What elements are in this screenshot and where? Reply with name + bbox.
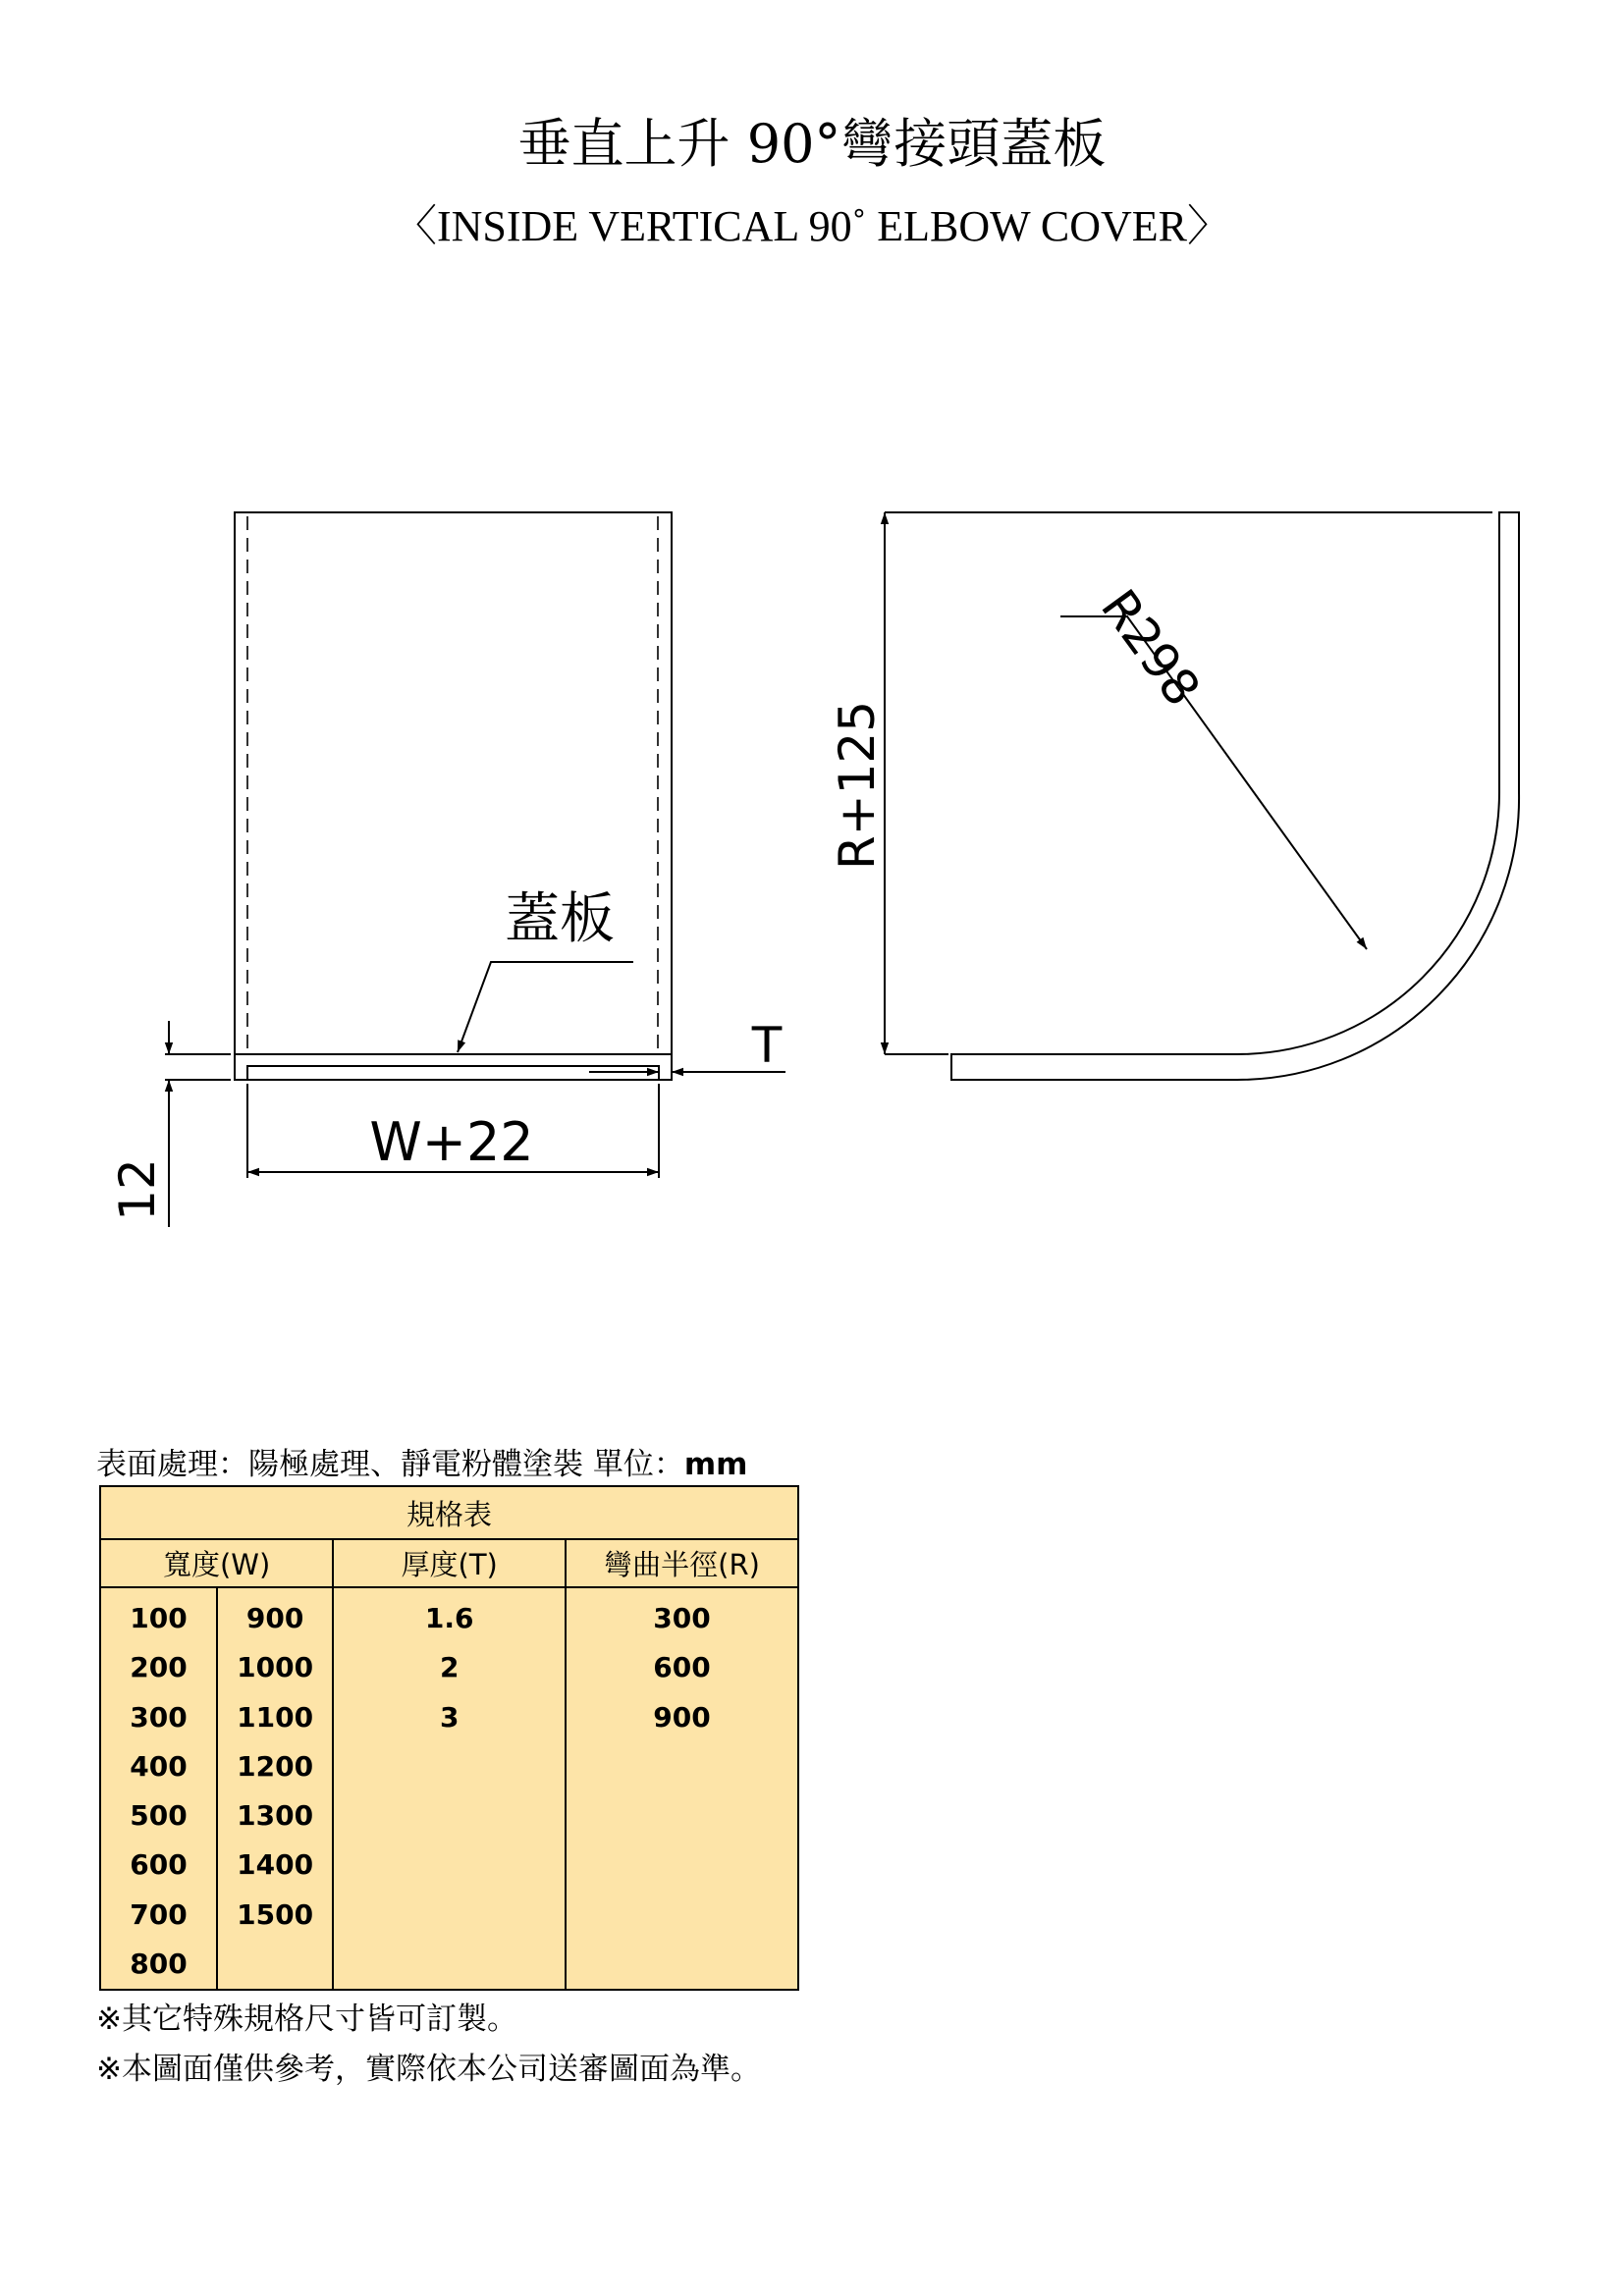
thickness-value: 1.6 [424,1602,474,1634]
thickness-value: 2 [439,1651,460,1684]
note-custom: ※其它特殊規格尺寸皆可訂製。 [96,2002,517,2037]
side-view [885,512,1519,1080]
cover-label: 蓋板 [505,887,615,951]
width-value: 400 [130,1749,188,1783]
width-value: 1400 [237,1848,314,1882]
page-title: 垂直上升 90°彎接頭蓋板 [517,113,1107,175]
width-value: 800 [130,1948,188,1981]
radius-value: 900 [653,1700,711,1734]
radius-leader [1060,616,1367,949]
cover-plate [235,1054,672,1080]
unit-label: 單位： [592,1447,684,1482]
width-value: 500 [130,1799,188,1833]
note-reference: ※本圖面僅供參考，實際依本公司送審圖面為準。 [96,2052,761,2087]
finish-line [96,1439,747,1483]
header-width: 寬度(W) [100,1539,333,1587]
width-value: 100 [130,1602,188,1634]
spec-table [99,1485,799,1991]
width-column-2 [217,1587,333,1990]
width-value: 1500 [237,1897,314,1931]
width-value: 200 [130,1651,188,1684]
spec-table-title: 規格表 [100,1486,798,1539]
width-value: 1100 [237,1700,314,1734]
height-label: R+125 [829,700,886,871]
front-view-outline [235,512,672,1080]
elbow-cover-arc [951,512,1519,1080]
thickness-label: T [751,1017,783,1074]
radius-column [566,1587,798,1990]
width-value: 1200 [237,1749,314,1783]
header-radius: 彎曲半徑(R) [566,1539,798,1587]
width-value: 300 [130,1700,188,1734]
page-subtitle: 〈INSIDE VERTICAL 90˚ ELBOW COVER〉 [393,202,1231,250]
width-value: 700 [130,1897,188,1931]
width-value: 1300 [237,1799,314,1833]
header-thickness: 厚度(T) [333,1539,566,1587]
width-value: 900 [245,1602,304,1634]
finish-label: 表面處理：陽極處理、靜電粉體塗裝 [96,1447,583,1482]
width-value: 600 [130,1848,188,1882]
thickness-value: 3 [439,1700,460,1734]
width-value: 1000 [237,1651,314,1684]
radius-value: 300 [653,1602,711,1634]
width-label: W+22 [369,1111,534,1173]
width-column-1 [100,1587,217,1990]
flange-label: 12 [109,1158,166,1221]
radius-label: R298 [1090,579,1212,717]
cover-leader [458,962,633,1052]
unit-value: mm [683,1447,748,1482]
thickness-column [333,1587,566,1990]
radius-value: 600 [653,1651,711,1684]
